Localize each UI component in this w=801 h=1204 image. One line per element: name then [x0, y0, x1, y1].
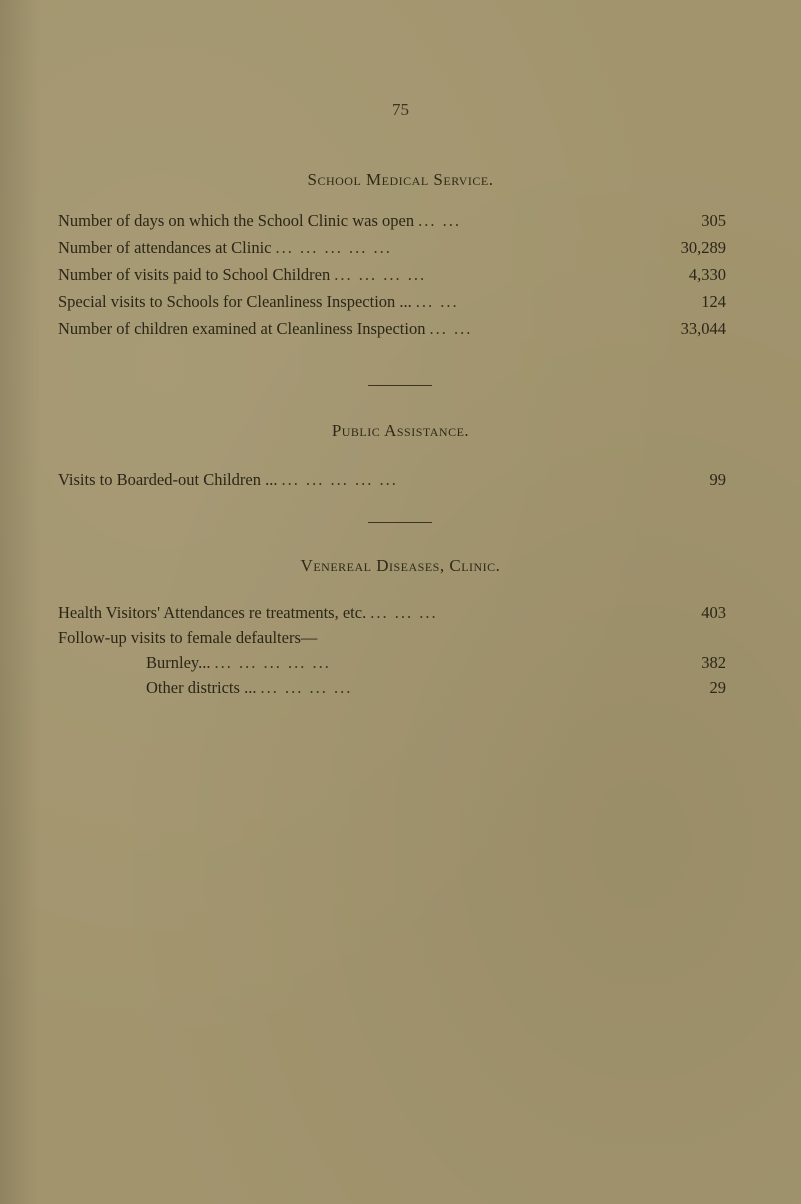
- row-label: Health Visitors' Attendances re treatments, etc.: [58, 603, 367, 622]
- leader-dots: ... ...: [418, 211, 461, 230]
- venereal-heading: Venereal Diseases, Clinic.: [300, 556, 501, 575]
- table-row: [146, 675, 726, 701]
- row-label: Number of visits paid to School Children: [58, 265, 331, 284]
- leader-dots: ... ...: [415, 292, 459, 311]
- row-value: 33,044: [680, 319, 726, 338]
- row-value: 4,330: [688, 265, 726, 284]
- leader-dots: ... ... ... ...: [260, 678, 353, 697]
- table-row: [58, 235, 726, 261]
- row-label: Visits to Boarded-out Children ...: [58, 470, 278, 489]
- leader-dots: ... ... ...: [370, 603, 438, 622]
- row-label: Number of children examined at Cleanliness Inspection: [58, 319, 426, 338]
- row-label: Special visits to Schools for Cleanliness Inspection ...: [58, 292, 412, 311]
- page-number: 75: [392, 100, 409, 119]
- row-value: 99: [709, 470, 726, 489]
- table-row: [58, 262, 726, 288]
- row-value: 305: [701, 211, 726, 230]
- table-row: [58, 316, 726, 342]
- row-label: Number of days on which the School Clinic was open: [58, 211, 415, 230]
- table-row: [58, 289, 726, 315]
- row-label: Number of attendances at Clinic: [58, 238, 272, 257]
- leader-dots: ... ... ... ... ...: [281, 470, 398, 489]
- row-label: Other districts ...: [146, 678, 257, 697]
- row-value: 382: [701, 653, 726, 672]
- row-value: 29: [709, 678, 726, 697]
- row-label: Burnley...: [146, 653, 211, 672]
- leader-dots: ... ...: [429, 319, 473, 338]
- table-row: [58, 208, 726, 234]
- section-divider: [368, 385, 432, 386]
- table-row: [146, 650, 726, 676]
- leader-dots: ... ... ... ...: [334, 265, 427, 284]
- row-value: 403: [701, 603, 726, 622]
- public-assistance-heading: Public Assistance.: [331, 421, 470, 440]
- leader-dots: ... ... ... ... ...: [275, 238, 392, 257]
- table-row: [58, 467, 726, 493]
- table-row: [58, 600, 726, 626]
- section-divider: [368, 522, 432, 523]
- row-value: 124: [701, 292, 726, 311]
- followup-label: Follow-up visits to female defaulters—: [58, 628, 318, 647]
- leader-dots: ... ... ... ... ...: [214, 653, 331, 672]
- school-medical-heading: School Medical Service.: [307, 170, 494, 189]
- row-value: 30,289: [680, 238, 726, 257]
